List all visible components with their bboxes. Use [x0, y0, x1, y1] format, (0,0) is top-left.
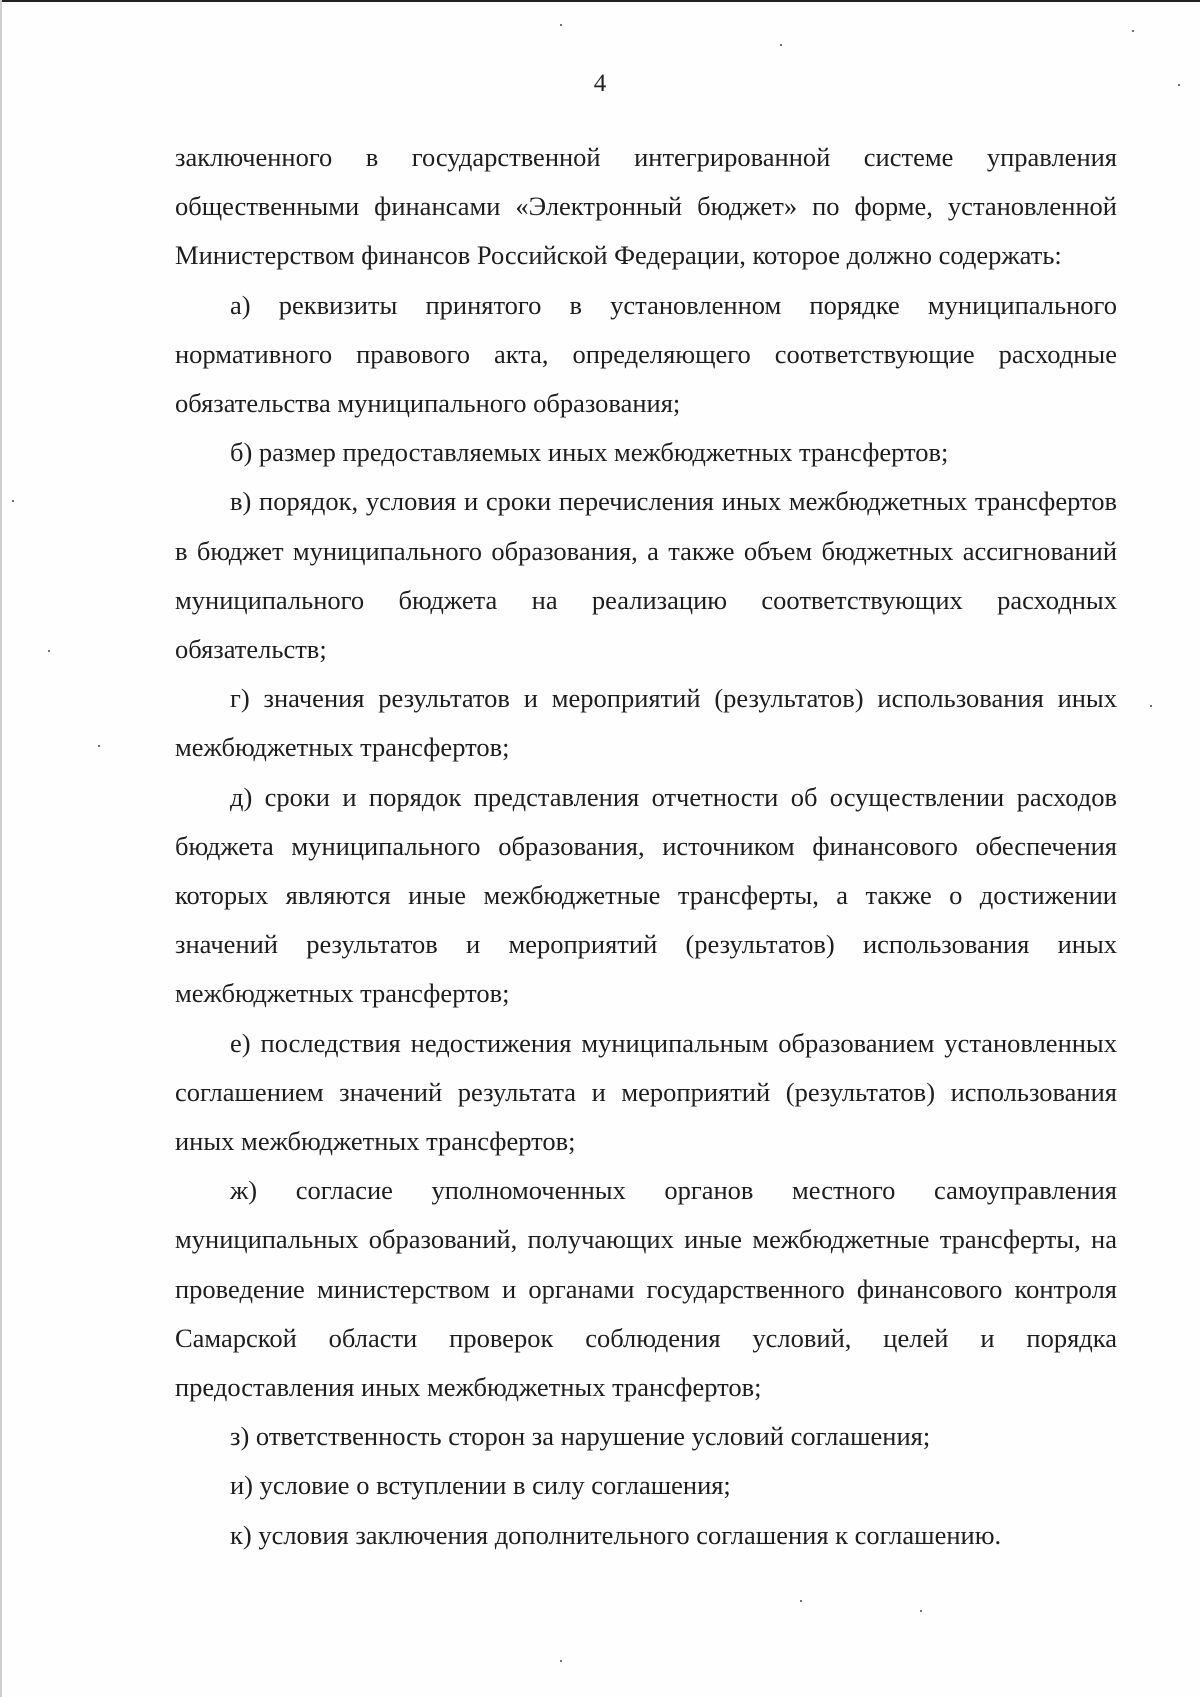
document-body	[175, 133, 1117, 1560]
paragraph-item-b: б) размер предоставляемых иных межбюджетных трансфертов;	[230, 437, 949, 468]
scan-top-edge	[0, 0, 1200, 2]
scan-left-edge	[0, 0, 2, 1697]
paragraph-item-v: в) порядок, условия и сроки перечисления иных межбюджетных трансфертов в бюджет муниципального образования, а также объем бюджетных ассигнований муниципального бюджета на реализацию соответствующих расходных обязательств;	[175, 486, 1117, 665]
scan-speck	[1178, 84, 1180, 86]
scan-speck	[780, 44, 782, 46]
scan-speck	[1150, 705, 1152, 707]
paragraph-intro: заключенного в государственной интегрированной системе управления общественными финансами «Электронный бюджет» по форме, установленной Министерством финансов Российской Федерации, которое должно содержать:	[175, 142, 1117, 271]
scan-speck	[800, 1600, 802, 1602]
paragraph-item-e: е) последствия недостижения муниципальным образованием установленных соглашением значений результата и мероприятий (результатов) использования иных межбюджетных трансфертов;	[175, 1027, 1117, 1157]
paragraph-item-z: з) ответственность сторон за нарушение условий соглашения;	[230, 1421, 931, 1452]
paragraph-item-d: д) сроки и порядок представления отчетности об осуществлении расходов бюджета муниципального образования, источником финансового обеспечения которых являются иные межбюджетные трансферты, а также о достижении значений результатов и мероприятий (результатов) использования иных межбюджетных трансфертов;	[175, 781, 1117, 1009]
scan-speck	[560, 24, 562, 26]
scan-speck	[560, 1660, 562, 1662]
scan-speck	[920, 1610, 922, 1612]
paragraph-item-i: и) условие о вступлении в силу соглашения;	[230, 1470, 731, 1501]
scan-speck	[98, 745, 100, 747]
scan-speck	[1132, 30, 1134, 32]
scan-speck	[12, 500, 14, 502]
paragraph-item-zh: ж) согласие уполномоченных органов местного самоуправления муниципальных образований, получающих иные межбюджетные трансферты, на проведение министерством и органами государственного финансового контроля Самарской области проверок соблюдения условий, целей и порядка предоставления иных межбюджетных трансфертов;	[175, 1175, 1117, 1403]
paragraph-item-a: а) реквизиты принятого в установленном порядке муниципального нормативного правового акта, определяющего соответствующие расходные обязательства муниципального образования;	[175, 289, 1117, 419]
paragraph-item-g: г) значения результатов и мероприятий (результатов) использования иных межбюджетных трансфертов;	[175, 683, 1117, 763]
page-number: 4	[593, 70, 607, 97]
paragraph-item-k: к) условия заключения дополнительного соглашения к соглашению.	[230, 1519, 1002, 1550]
scan-speck	[48, 650, 50, 652]
